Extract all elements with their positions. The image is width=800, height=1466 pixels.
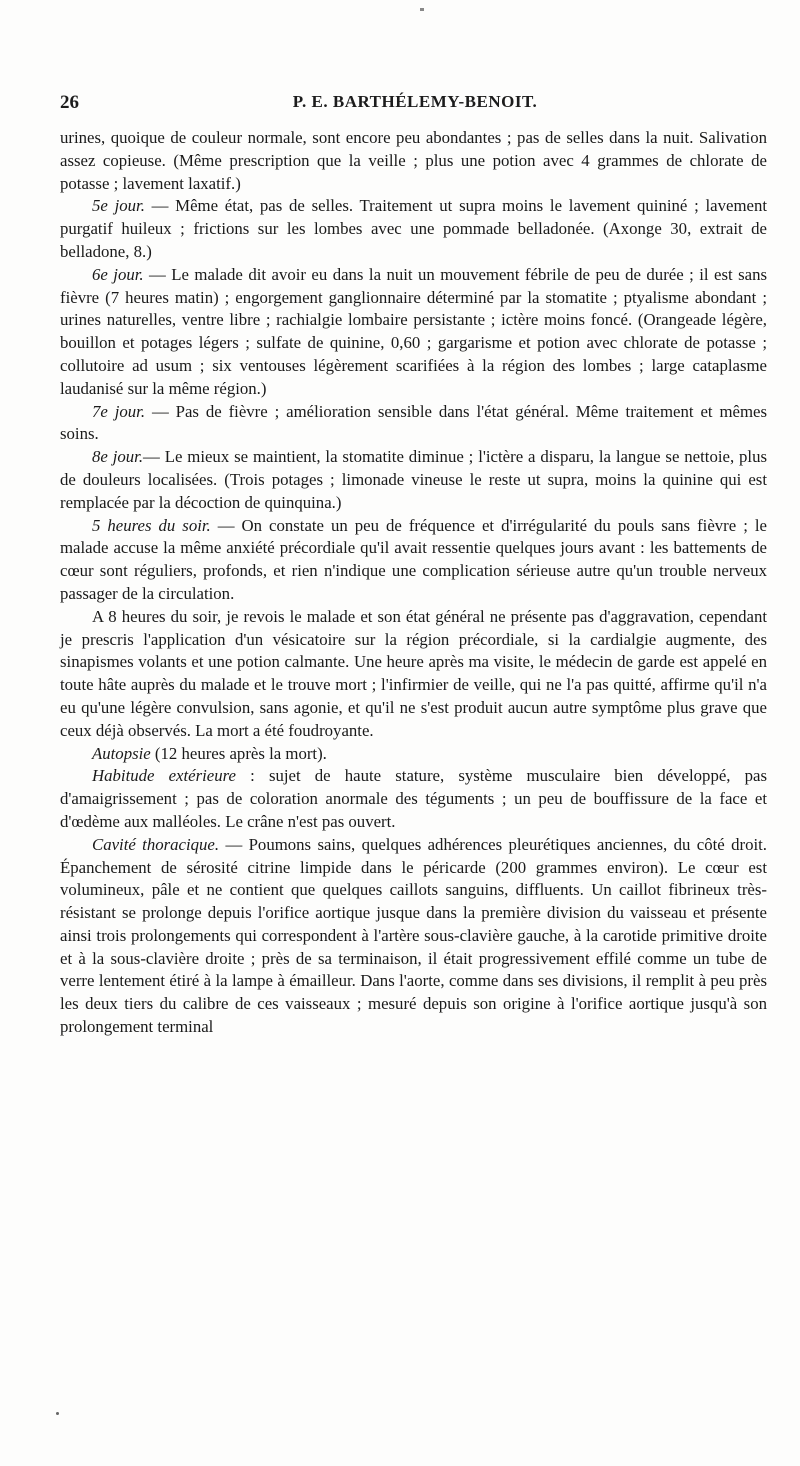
paragraph bbox=[60, 606, 767, 743]
running-head: P. E. BARTHÉLEMY-BENOIT. bbox=[292, 92, 538, 111]
paragraph bbox=[60, 834, 767, 1039]
paragraph-text: — On constate un peu de fréquence et d'irrégularité du pouls sans fièvre ; le malade accuse la même anxiété précordiale qu'il avait ressentie quelques jours avant : les battements de cœur sont réguliers, profonds, et rien n'indique une complication sérieuse autre qu'un trouble nerveux passager de la circulation. bbox=[60, 515, 767, 603]
paragraph-text: (12 heures après la mort). bbox=[150, 743, 327, 763]
paragraph-text: — Le mieux se maintient, la stomatite diminue ; l'ictère a disparu, la langue se nettoie, plus de douleurs localisées. (Trois potages ; limonade vineuse le reste ut supra, moins la quinine qui est remplacée par la décoction de quinquina.) bbox=[60, 447, 767, 512]
paragraph-lead: 5 heures du soir. bbox=[92, 515, 211, 535]
paragraph bbox=[60, 515, 767, 606]
paragraph-lead: 7e jour. bbox=[92, 401, 146, 421]
paragraph bbox=[60, 264, 767, 401]
paragraph-lead: 5e jour. bbox=[92, 196, 145, 216]
paragraph-lead: 6e jour. bbox=[92, 264, 144, 284]
paragraph bbox=[60, 127, 767, 195]
body-text bbox=[60, 127, 767, 1039]
scan-speck bbox=[56, 1412, 59, 1415]
paragraph-text: urines, quoique de couleur normale, sont encore peu abondantes ; pas de selles dans la nuit. Salivation assez copieuse. (Même prescription que la veille ; plus une potion avec 4 grammes de chlorate de potasse ; lavement laxatif.) bbox=[60, 128, 767, 193]
paragraph bbox=[60, 401, 767, 447]
scan-speck bbox=[420, 8, 424, 11]
paragraph-lead: Cavité thoracique. bbox=[92, 834, 220, 854]
page-header bbox=[60, 92, 770, 118]
paragraph bbox=[60, 195, 767, 263]
paragraph-text: A 8 heures du soir, je revois le malade et son état général ne présente pas d'aggravation, cependant je prescris l'application d'un vésicatoire sur la région précordiale, si la cardialgie augmente, des sinapismes volants et une potion calmante. Une heure après ma visite, le médecin de garde est appelé en toute hâte auprès du malade et le trouve mort ; l'infirmier de veille, qui ne l'a pas quitté, affirme qu'il n'a eu qu'une légère convulsion, sans agonie, et qu'il ne s'est produit aucun autre symptôme plus grave que ceux déjà observés. La mort a été foudroyante. bbox=[60, 606, 767, 740]
paragraph-text: — Le malade dit avoir eu dans la nuit un mouvement fébrile de peu de durée ; il est sans fièvre (7 heures matin) ; engorgement ganglionnaire déterminé par la stomatite ; ptyalisme abondant ; urines naturelles, ventre libre ; rachialgie lombaire persistante ; ictère moins foncé. (Orangeade légère, bouillon et potages légers ; sulfate de quinine, 0,60 ; gargarisme et potion avec chlorate de potasse ; collutoire ad usum ; six ventouses légèrement scarifiées à la région des lombes ; large cataplasme laudanisé sur la même région.) bbox=[60, 264, 768, 398]
paragraph-lead: Habitude extérieure bbox=[92, 766, 236, 786]
paragraph-text: — Même état, pas de selles. Traitement ut supra moins le lavement quininé ; lavement purgatif huileux ; frictions sur les lombes avec une pommade belladonée. (Axonge 30, extrait de belladone, 8.) bbox=[60, 196, 768, 261]
paragraph-text: — Pas de fièvre ; amélioration sensible dans l'état général. Même traitement et mêmes soins. bbox=[60, 401, 767, 444]
paragraph bbox=[60, 446, 767, 514]
paragraph-text: — Poumons sains, quelques adhérences pleurétiques anciennes, du côté droit. Épanchement de sérosité citrine limpide dans le péricarde (200 grammes environ). Le cœur est volumineux, pâle et ne contient que quelques caillots sanguins, diffluents. Un caillot fibrineux très-résistant se prolonge depuis l'orifice aortique jusque dans la première division du vaisseau et présente ainsi trois prolongements qui correspondent à l'artère sous-clavière gauche, à la carotide primitive droite et à la sous-clavière droite ; près de sa terminaison, il était progressivement effilé comme un tube de verre lentement étiré à la lampe à émailleur. Dans l'aorte, comme dans ses divisions, il remplit à peu près les deux tiers du calibre de ces vaisseaux ; mesuré depuis son origine à l'orifice aortique jusqu'à son prolongement terminal bbox=[60, 834, 767, 1037]
paragraph-text: : sujet de haute stature, système musculaire bien développé, pas d'amaigrissement ; pas de coloration anormale des téguments ; un peu de bouffissure de la face et d'œdème aux malléoles. Le crâne n'est pas ouvert. bbox=[60, 766, 767, 831]
paragraph-lead: 8e jour. bbox=[92, 447, 144, 467]
paragraph-lead: Autopsie bbox=[92, 743, 151, 763]
paragraph bbox=[60, 743, 767, 766]
paragraph bbox=[60, 765, 767, 833]
page-number: 26 bbox=[60, 92, 79, 113]
